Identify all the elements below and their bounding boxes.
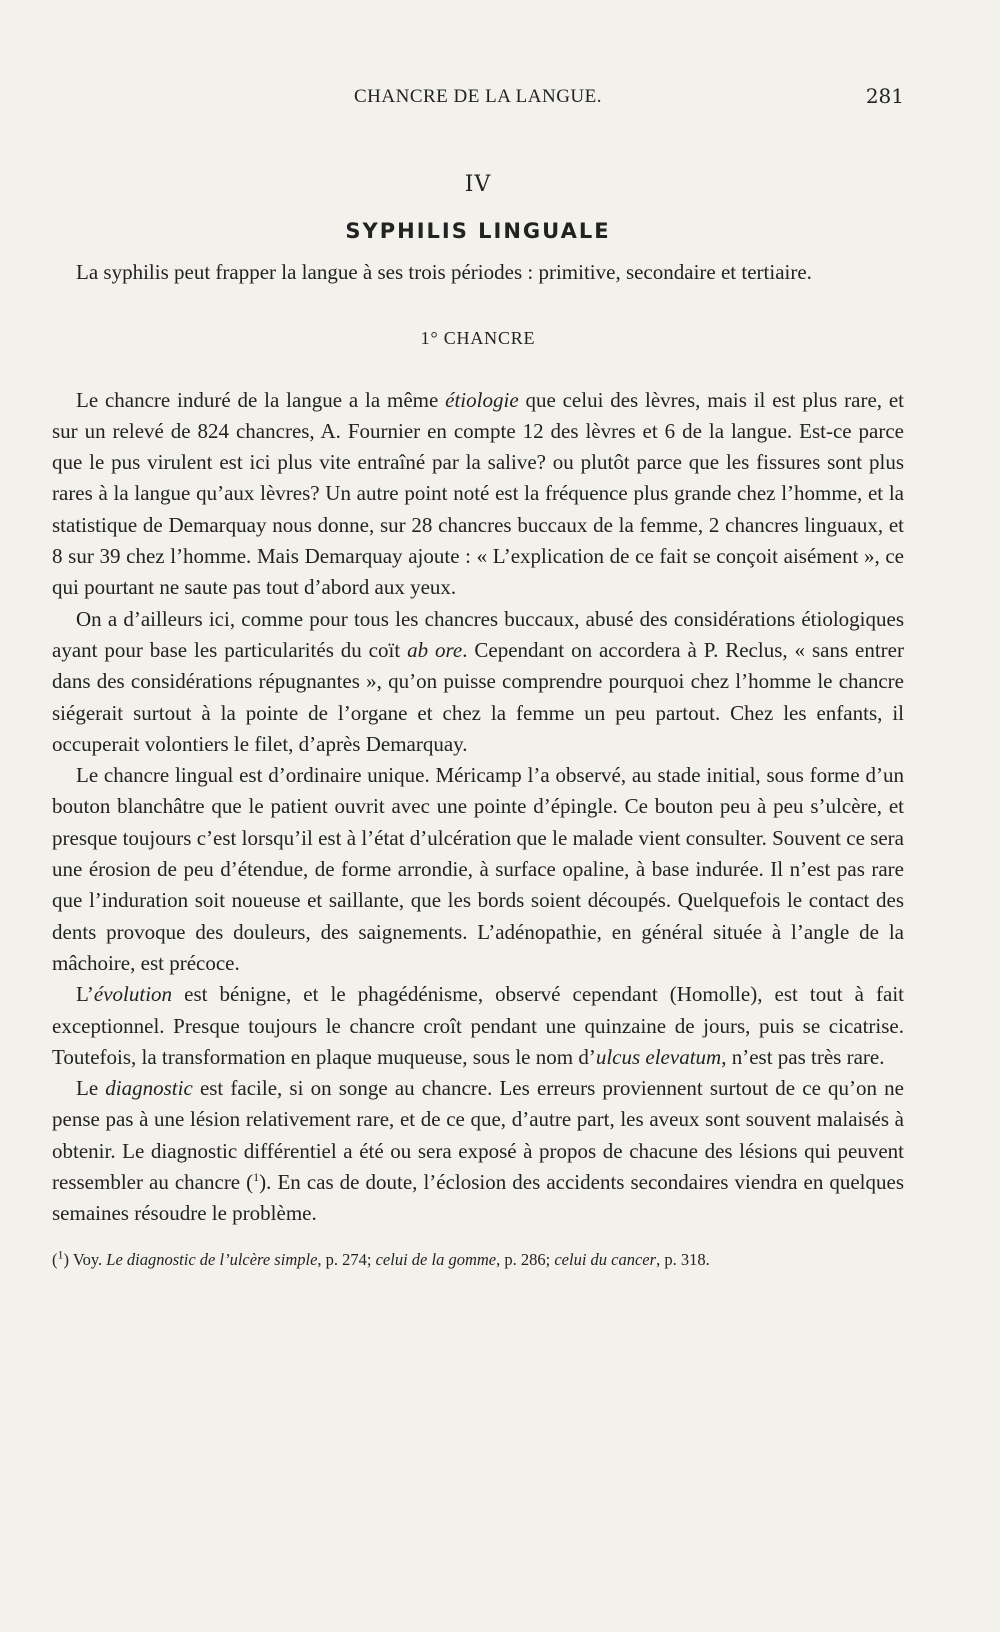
- italic-term: évolution: [93, 982, 173, 1007]
- text-run: , n’est pas très rare.: [721, 1044, 885, 1069]
- italic-reference: celui de la gomme: [375, 1249, 497, 1269]
- text-run: , p. 274;: [317, 1249, 376, 1269]
- text-run: Le: [76, 1076, 106, 1101]
- text-run: Le chancre induré de la langue a la même: [76, 387, 446, 412]
- italic-term: ab ore: [407, 637, 463, 662]
- text-run: , p. 318.: [656, 1249, 710, 1269]
- paragraph-diagnosis: [52, 1073, 904, 1229]
- italic-term: ulcus elevatum: [595, 1044, 722, 1069]
- italic-reference: Le diagnostic de l’ulcère simple: [106, 1249, 318, 1269]
- running-title: CHANCRE DE LA LANGUE.: [354, 86, 602, 107]
- paragraph-etiology: [52, 385, 904, 604]
- text-run: On a d’ailleurs ici, comme pour tous les chancres buccaux, abusé des considérations étiologiques ayant pour base les particularités du coït: [52, 606, 904, 662]
- footnote: ($^1$) Voy. Le diagnostic de l’ulcère simple, p. 274; celui de la gomme, p. 286; celui du cancer, p. 318.: [52, 1247, 710, 1269]
- italic-term: diagnostic: [105, 1076, 193, 1101]
- page-number: 281: [865, 84, 904, 108]
- footnote-reference: 1: [253, 1170, 260, 1185]
- paragraph-evolution: [52, 979, 904, 1073]
- text-run: . Cependant on accordera à P. Reclus, « sans entrer dans des considérations répugnantes », qu’on puisse comprendre pourquoi chez l’homme le chancre siégerait surtout à la pointe de l’organe et chez la femme un peu partout. Chez les enfants, il occuperait volontiers le filet, d’après Demarquay.: [52, 637, 904, 756]
- section-title: SYPHILIS LINGUALE: [345, 219, 611, 243]
- text-run: ). En cas de doute, l’éclosion des accidents secondaires viendra en quelques semaines résoudre le problème.: [52, 1170, 904, 1226]
- text-run: est facile, si on songe au chancre. Les erreurs proviennent surtout de ce qu’on ne pense pas à une lésion relativement rare, et de ce que, d’autre part, les aveux sont souvent malaisés à obtenir. Le diagnostic différentiel a été ou sera exposé à propos de chacune des lésions qui peuvent ressembler au chancre (: [52, 1076, 904, 1195]
- text-run: est bénigne, et le phagédénisme, observé cependant (Homolle), est tout à fait exceptionnel. Presque toujours le chancre croît pendant une quinzaine de jours, puis se cicatrise. Toutefois, la transformation en plaque muqueuse, sous le nom d’: [52, 982, 904, 1069]
- section-number: IV: [464, 172, 492, 197]
- text-run: que celui des lèvres, mais il est plus rare, et sur un relevé de 824 chancres, A. Fournier en compte 12 des lèvres et 6 de la langue. Est-ce parce que le pus virulent est ici plus vite entraîné par la salive? ou plutôt parce que les fissures sont plus rares à la langue qu’aux lèvres? Un autre point noté est la fréquence plus grande chez l’homme, et la statistique de Demarquay nous donne, sur 28 chancres buccaux de la femme, 2 chancres linguaux, et 8 sur 39 chez l’homme. Mais Demarquay ajoute : « L’explication de ce fait se conçoit aisément », ce qui pourtant ne saute pas tout d’abord aux yeux.: [52, 387, 905, 600]
- paragraph-lesion: Le chancre lingual est d’ordinaire unique. Méricamp l’a observé, au stade initial, sous forme d’un bouton blanchâtre que le patient ouvrit avec une pointe d’épingle. Ce bouton peu à peu s’ulcère, et presque toujours c’est lorsqu’il est à l’état d’ulcération que le malade vient consulter. Souvent ce sera une érosion de peu d’étendue, de forme arrondie, à surface opaline, à base indurée. Il n’est pas rare que l’induration soit noueuse et saillante, que les bords soient découpés. Quelquefois le contact des dents provoque des douleurs, des saignements. L’adénopathie, en général située à l’angle de la mâchoire, est précoce.: [52, 763, 904, 975]
- italic-reference: celui du cancer: [554, 1249, 657, 1269]
- text-run: L’: [76, 982, 94, 1007]
- footnote-marker: 1: [57, 1247, 64, 1262]
- italic-term: étiologie: [445, 387, 519, 412]
- subsection-title: 1° CHANCRE: [420, 328, 536, 349]
- body-text: [52, 257, 904, 1272]
- text-run: ) Voy.: [63, 1249, 107, 1269]
- running-head: [52, 76, 904, 116]
- paragraph-intro: La syphilis peut frapper la langue à ses trois périodes : primitive, secondaire et tertiaire.: [76, 260, 812, 284]
- text-run: , p. 286;: [496, 1249, 555, 1269]
- paragraph-considerations: [52, 604, 904, 760]
